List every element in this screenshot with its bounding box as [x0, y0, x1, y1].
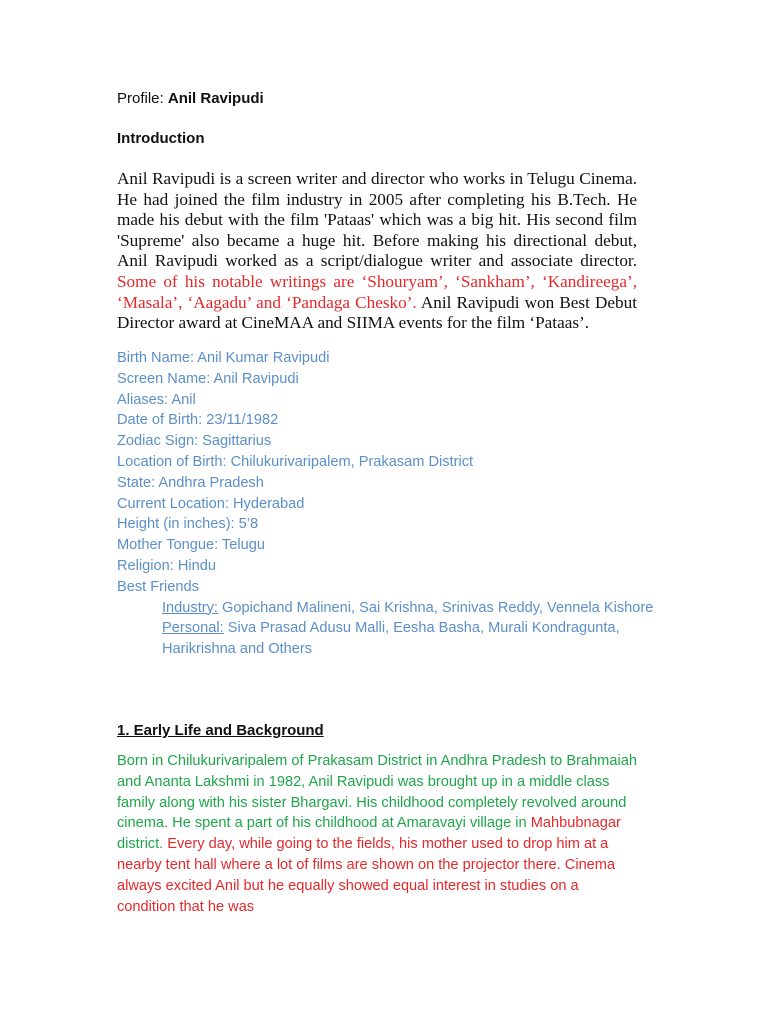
fact-mother-tongue: Mother Tongue: Telugu [117, 537, 265, 554]
friends-personal-label: Personal: [162, 620, 224, 637]
friends-personal-value: Siva Prasad Adusu Malli, Eesha Basha, Murali Kondragunta, Harikrishna and Others [162, 620, 620, 658]
friends-industry [117, 598, 677, 619]
early-text-green-1: Born in Chilukurivaripalem of Prakasam District in Andhra Pradesh to Brahmaiah and Ananta Lakshmi in 1982, Anil Ravipudi was brought up in a middle class family along with his sister Bhargavi. His childhood completely revolved around cinema. He spent a part of his childhood at Amaravayi village in [117, 753, 637, 832]
fact-zodiac-sign: Zodiac Sign: Sagittarius [117, 433, 272, 450]
friends-personal [117, 618, 677, 660]
fact-date-of-birth: Date of Birth: 23/11/1982 [117, 412, 279, 429]
early-text-red-1: Mahbubnagar [530, 815, 621, 832]
fact-current-location: Current Location: Hyderabad [117, 495, 305, 512]
fact-birth-name: Birth Name: Anil Kumar Ravipudi [117, 350, 330, 366]
intro-text-end: Anil Ravipudi won Best Debut Director award at CineMAA and SIIMA events for the film ‘Pataas’. [117, 292, 637, 333]
early-life-heading: 1. Early Life and Background [117, 722, 324, 739]
profile-facts [117, 348, 677, 660]
friends-industry-label: Industry: [162, 599, 218, 616]
fact-location-of-birth: Location of Birth: Chilukurivaripalem, Prakasam District [117, 453, 474, 470]
profile-title [117, 90, 264, 107]
introduction-heading: Introduction [117, 130, 205, 147]
early-text-red-2: Every day, while going to the fields, his mother used to drop him at a nearby tent hall where a lot of films are shown on the projector there. Cinema always excited Anil but he equally showed equal interest in studies on a condition that he was [117, 836, 616, 915]
intro-text: Anil Ravipudi is a screen writer and director who works in Telugu Cinema. He had joined the film industry in 2005 after completing his B.Tech. He made his debut with the film 'Pataas' which was a big hit. His second film 'Supreme' also became a huge hit. Before making his directional debut, Anil Ravipudi worked as a script/dialogue writer and associate director. [117, 169, 637, 271]
profile-name: Anil Ravipudi [167, 90, 264, 107]
profile-label: Profile: [117, 90, 164, 107]
fact-best-friends: Best Friends [117, 578, 199, 595]
early-text-green-2: district. [117, 836, 164, 853]
fact-state: State: Andhra Pradesh [117, 474, 264, 491]
early-life-paragraph [117, 751, 637, 917]
friends-industry-value: Gopichand Malineni, Sai Krishna, Srinivas Reddy, Vennela Kishore [222, 599, 654, 616]
fact-height: Height (in inches): 5’8 [117, 516, 259, 533]
fact-screen-name: Screen Name: Anil Ravipudi [117, 370, 299, 387]
intro-highlight-text: Some of his notable writings are ‘Shouryam’, ‘Sankham’, ‘Kandireega’, ‘Masala’, ‘Aagadu’ and ‘Pandaga Chesko’. [117, 271, 637, 312]
fact-religion: Religion: Hindu [117, 557, 216, 574]
fact-aliases: Aliases: Anil [117, 391, 196, 408]
introduction-paragraph [117, 169, 637, 334]
